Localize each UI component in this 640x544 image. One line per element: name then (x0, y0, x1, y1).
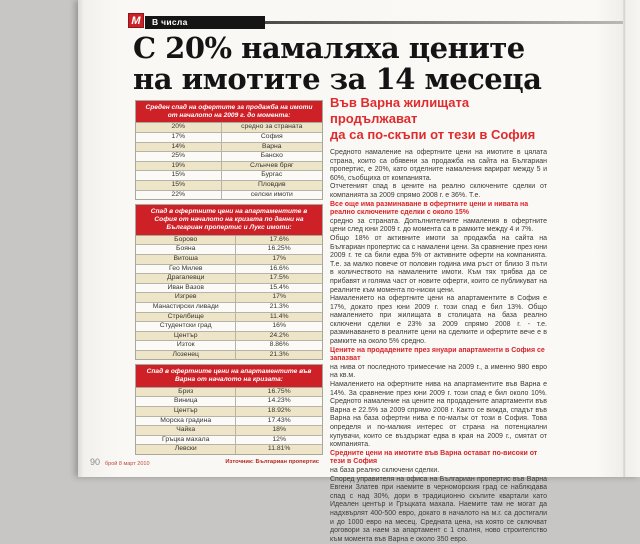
table-row (136, 191, 322, 200)
table-row (136, 397, 322, 407)
table-row (136, 426, 322, 436)
table-source-credit: Източник: Българиан пропертис (225, 459, 319, 466)
table-cell-value: 15% (136, 181, 222, 190)
table-row (136, 255, 322, 265)
table-cell-label: Драгалевци (136, 274, 236, 283)
table-cell-value: 16% (272, 322, 287, 330)
table-row (136, 162, 322, 172)
table-row (136, 436, 322, 446)
table-cell-label: Слънчев бряг (250, 161, 294, 169)
table-cell-label: Гръцка махала (136, 436, 236, 445)
article-body (330, 149, 547, 543)
headline-line-2: на имотите за 14 месеца (133, 62, 542, 96)
table-row (136, 322, 322, 332)
table-row (136, 417, 322, 427)
table-varna-header: Спад в офертните цени на апартаментите във Варна от началото на кризата: (135, 364, 323, 387)
article-paragraph: Все още има разминаване в офертните цени и нивата на реално сключените сделки с около 15% (330, 200, 529, 217)
table-cell-label: Виница (136, 397, 236, 406)
table-row (136, 123, 322, 133)
table-row (136, 388, 322, 398)
article-paragraph: Намалението на офертните цени на апартаментите в София е 17%, докато през юни 2009 г. този спад е бил 13%. Общо намалението при жилищата в столицата на база реално сключени сделки е 23% за 2009 спрямо 2008 г. - т.е. разминаването в реалните цени на сделките и офертите вече е в рамките на около 5% средно. (330, 295, 547, 346)
page-footer (90, 457, 150, 467)
table-national-rows (136, 123, 322, 199)
table-cell-label: Витоша (136, 255, 236, 264)
table-cell-label: селски имоти (250, 190, 293, 198)
magazine-page-scan (78, 0, 640, 543)
article-paragraph: Общо 18% от активните имоти за продажба на сайта на Българиан пропертис са с намалени цени. За сравнение през юни 2009 г. те са били едва 5% от активните оферти на компанията. Т.е. за малко повече от половин година има ръст от близо 3 пъти в количеството на намалените имоти. Към тях трябва да се прибавят и голяма част от новите оферти, които се публикуват на реалните към момента по-ниски цени. (330, 234, 547, 294)
table-cell-value: 18% (272, 426, 287, 434)
article-column (330, 95, 547, 543)
table-cell-value: 11.81% (267, 445, 291, 453)
table-row (136, 303, 322, 313)
table-cell-value: 14% (136, 143, 222, 152)
table-cell-value: 16.75% (267, 387, 291, 395)
section-rule-line (265, 21, 623, 24)
subhead-line-2: да са по-скъпи от тези в София (330, 127, 536, 142)
table-cell-value: 17% (272, 254, 287, 262)
table-sofia-decline (135, 204, 323, 360)
statistics-column (135, 100, 321, 465)
table-cell-value: 11.4% (269, 312, 289, 320)
table-row (136, 341, 322, 351)
article-paragraph: на база реално сключени сделки. (330, 466, 440, 474)
table-row (136, 245, 322, 255)
issue-info: брой 8 март 2010 (105, 461, 150, 467)
subhead-line-1: Във Варна жилищата продължават (330, 95, 470, 126)
table-cell-label: София (260, 133, 283, 140)
table-sofia-rows (136, 236, 322, 360)
page-number: 90 (90, 457, 101, 467)
table-cell-label: Студентски град (136, 322, 236, 331)
table-cell-value: 17.6% (269, 235, 289, 243)
table-cell-value: 24.2% (269, 331, 289, 339)
article-paragraph: Според управителя на офиса на Българиан пропертис във Варна Евгени Златев при наемите в черноморския град се наблюдава спад с над 30%, дори в традиционно скъпите квартали като Идеален център и Гръцката махала. Наемите там не могат да надхвърлят 400-500 евро, докато в началото на м.г. са достигали и до 1000 евро на месец. Средната цена, на която се сключват договори за наем за апартамент с 1 спалня, ново строителство към момента във Варна е около 350 евро. (330, 475, 547, 543)
table-cell-value: 17% (272, 293, 287, 301)
masthead (128, 13, 628, 31)
table-cell-label: Център (136, 332, 236, 341)
table-row (136, 332, 322, 342)
table-row (136, 133, 322, 143)
table-cell-value: 21.3% (269, 302, 289, 310)
table-cell-value: 16.6% (269, 264, 289, 272)
table-cell-value: 25% (136, 152, 222, 161)
table-cell-value: 8.86% (269, 341, 289, 349)
table-row (136, 236, 322, 246)
table-cell-label: Център (136, 407, 236, 416)
article-paragraph: на нива от последното тримесечие на 2009 г., а именно 980 евро на кв.м. (330, 363, 547, 380)
section-tag-bar: В числа (145, 16, 265, 29)
table-row (136, 181, 322, 191)
article-paragraph: Цените на продадените през януари апартаменти в София се запазват (330, 346, 545, 363)
table-cell-label: Манастирски ливади (136, 303, 236, 312)
table-row (136, 445, 322, 454)
table-cell-value: 17.5% (269, 274, 289, 282)
table-row (136, 293, 322, 303)
table-cell-label: Чайка (136, 426, 236, 435)
table-row (136, 265, 322, 275)
headline-line-1: С 20% намаляха цените (133, 31, 525, 65)
table-cell-value: 16.25% (267, 245, 291, 253)
table-cell-label: Левски (136, 445, 236, 454)
magazine-logo: M (128, 13, 144, 28)
table-row (136, 274, 322, 284)
table-row (136, 152, 322, 162)
table-varna-decline (135, 364, 323, 455)
table-cell-value: 14.23% (267, 397, 291, 405)
table-cell-label: Варна (261, 142, 282, 150)
table-cell-label: Лозенец (136, 351, 236, 360)
table-row (136, 407, 322, 417)
table-row (136, 171, 322, 181)
article-paragraph: Отчетеният спад в цените на реално сключените сделки от компанията за 2009 спрямо 2008 г. е 36%. Т.е. (330, 183, 547, 199)
table-cell-label: Морска градина (136, 417, 236, 426)
table-cell-label: Гео Милев (136, 265, 236, 274)
table-cell-value: 15.4% (269, 283, 289, 291)
article-paragraph: Средните цени на имотите във Варна остават по-високи от тези в София (330, 449, 538, 466)
article-paragraph: средно за страната. Допълнителните намаления в офертните цени след юни 2009 г. до момента са в рамките между 4 и 7%. (330, 217, 547, 234)
table-cell-value: 21.3% (269, 350, 289, 358)
table-cell-value: 17% (136, 133, 222, 142)
table-sofia-header: Спад в офертните цени на апартаментите в София от началото на кризата по данни на Българиан пропертис и Лукс имоти: (135, 204, 323, 236)
table-cell-label: Бояна (136, 245, 236, 254)
article-paragraph: Средното намаление на офертните цени на имотите в цялата страна, които са обявени за продажба на сайта на Българиан пропертис, е 20%, като отделните намаления варират между 5 и 60%, съобщиха от компанията. (330, 149, 547, 182)
table-national-decline (135, 100, 323, 200)
table-cell-label: Бургас (261, 171, 283, 179)
table-cell-label: Бриз (136, 388, 236, 397)
table-row (136, 284, 322, 294)
table-cell-label: Банско (260, 152, 283, 160)
table-row (136, 143, 322, 153)
table-cell-value: 20% (136, 123, 222, 132)
table-cell-label: средно за страната (241, 123, 303, 131)
table-varna-rows (136, 388, 322, 454)
table-cell-value: 17.43% (267, 416, 291, 424)
table-national-header: Среден спад на офертите за продажба на имоти от началото на 2009 г. до момента: (135, 100, 323, 123)
table-cell-label: Иван Вазов (136, 284, 236, 293)
table-cell-value: 18.92% (267, 407, 291, 415)
article-subhead (330, 95, 547, 143)
table-cell-label: Стрелбище (136, 313, 236, 322)
table-cell-value: 15% (136, 171, 222, 180)
table-cell-label: Борово (136, 236, 236, 245)
page-headline (133, 33, 613, 95)
table-cell-value: 22% (136, 191, 222, 200)
table-cell-label: Пловдив (257, 180, 286, 188)
article-paragraph: Намалението на офертните нива на апартаментите във Варна е 14%. За сравнение през юни 2009 г. този спад е бил около 10%. Средното намаление на цените на продадените апартаменти във Варна е 22.5% за 2009 спрямо 2008 г. Както се вижда, спадът във Варна на база офертни нива е по-малък от този в София. Това определя и по-малкия интерес от страна на потенциални купувачи, които се въздържат едва в края на 2009 г., смятат от компанията. (330, 381, 547, 449)
table-cell-value: 12% (272, 435, 287, 443)
table-row (136, 351, 322, 360)
table-row (136, 313, 322, 323)
table-cell-value: 19% (136, 162, 222, 171)
table-cell-label: Изток (136, 341, 236, 350)
table-cell-label: Изгрев (136, 293, 236, 302)
